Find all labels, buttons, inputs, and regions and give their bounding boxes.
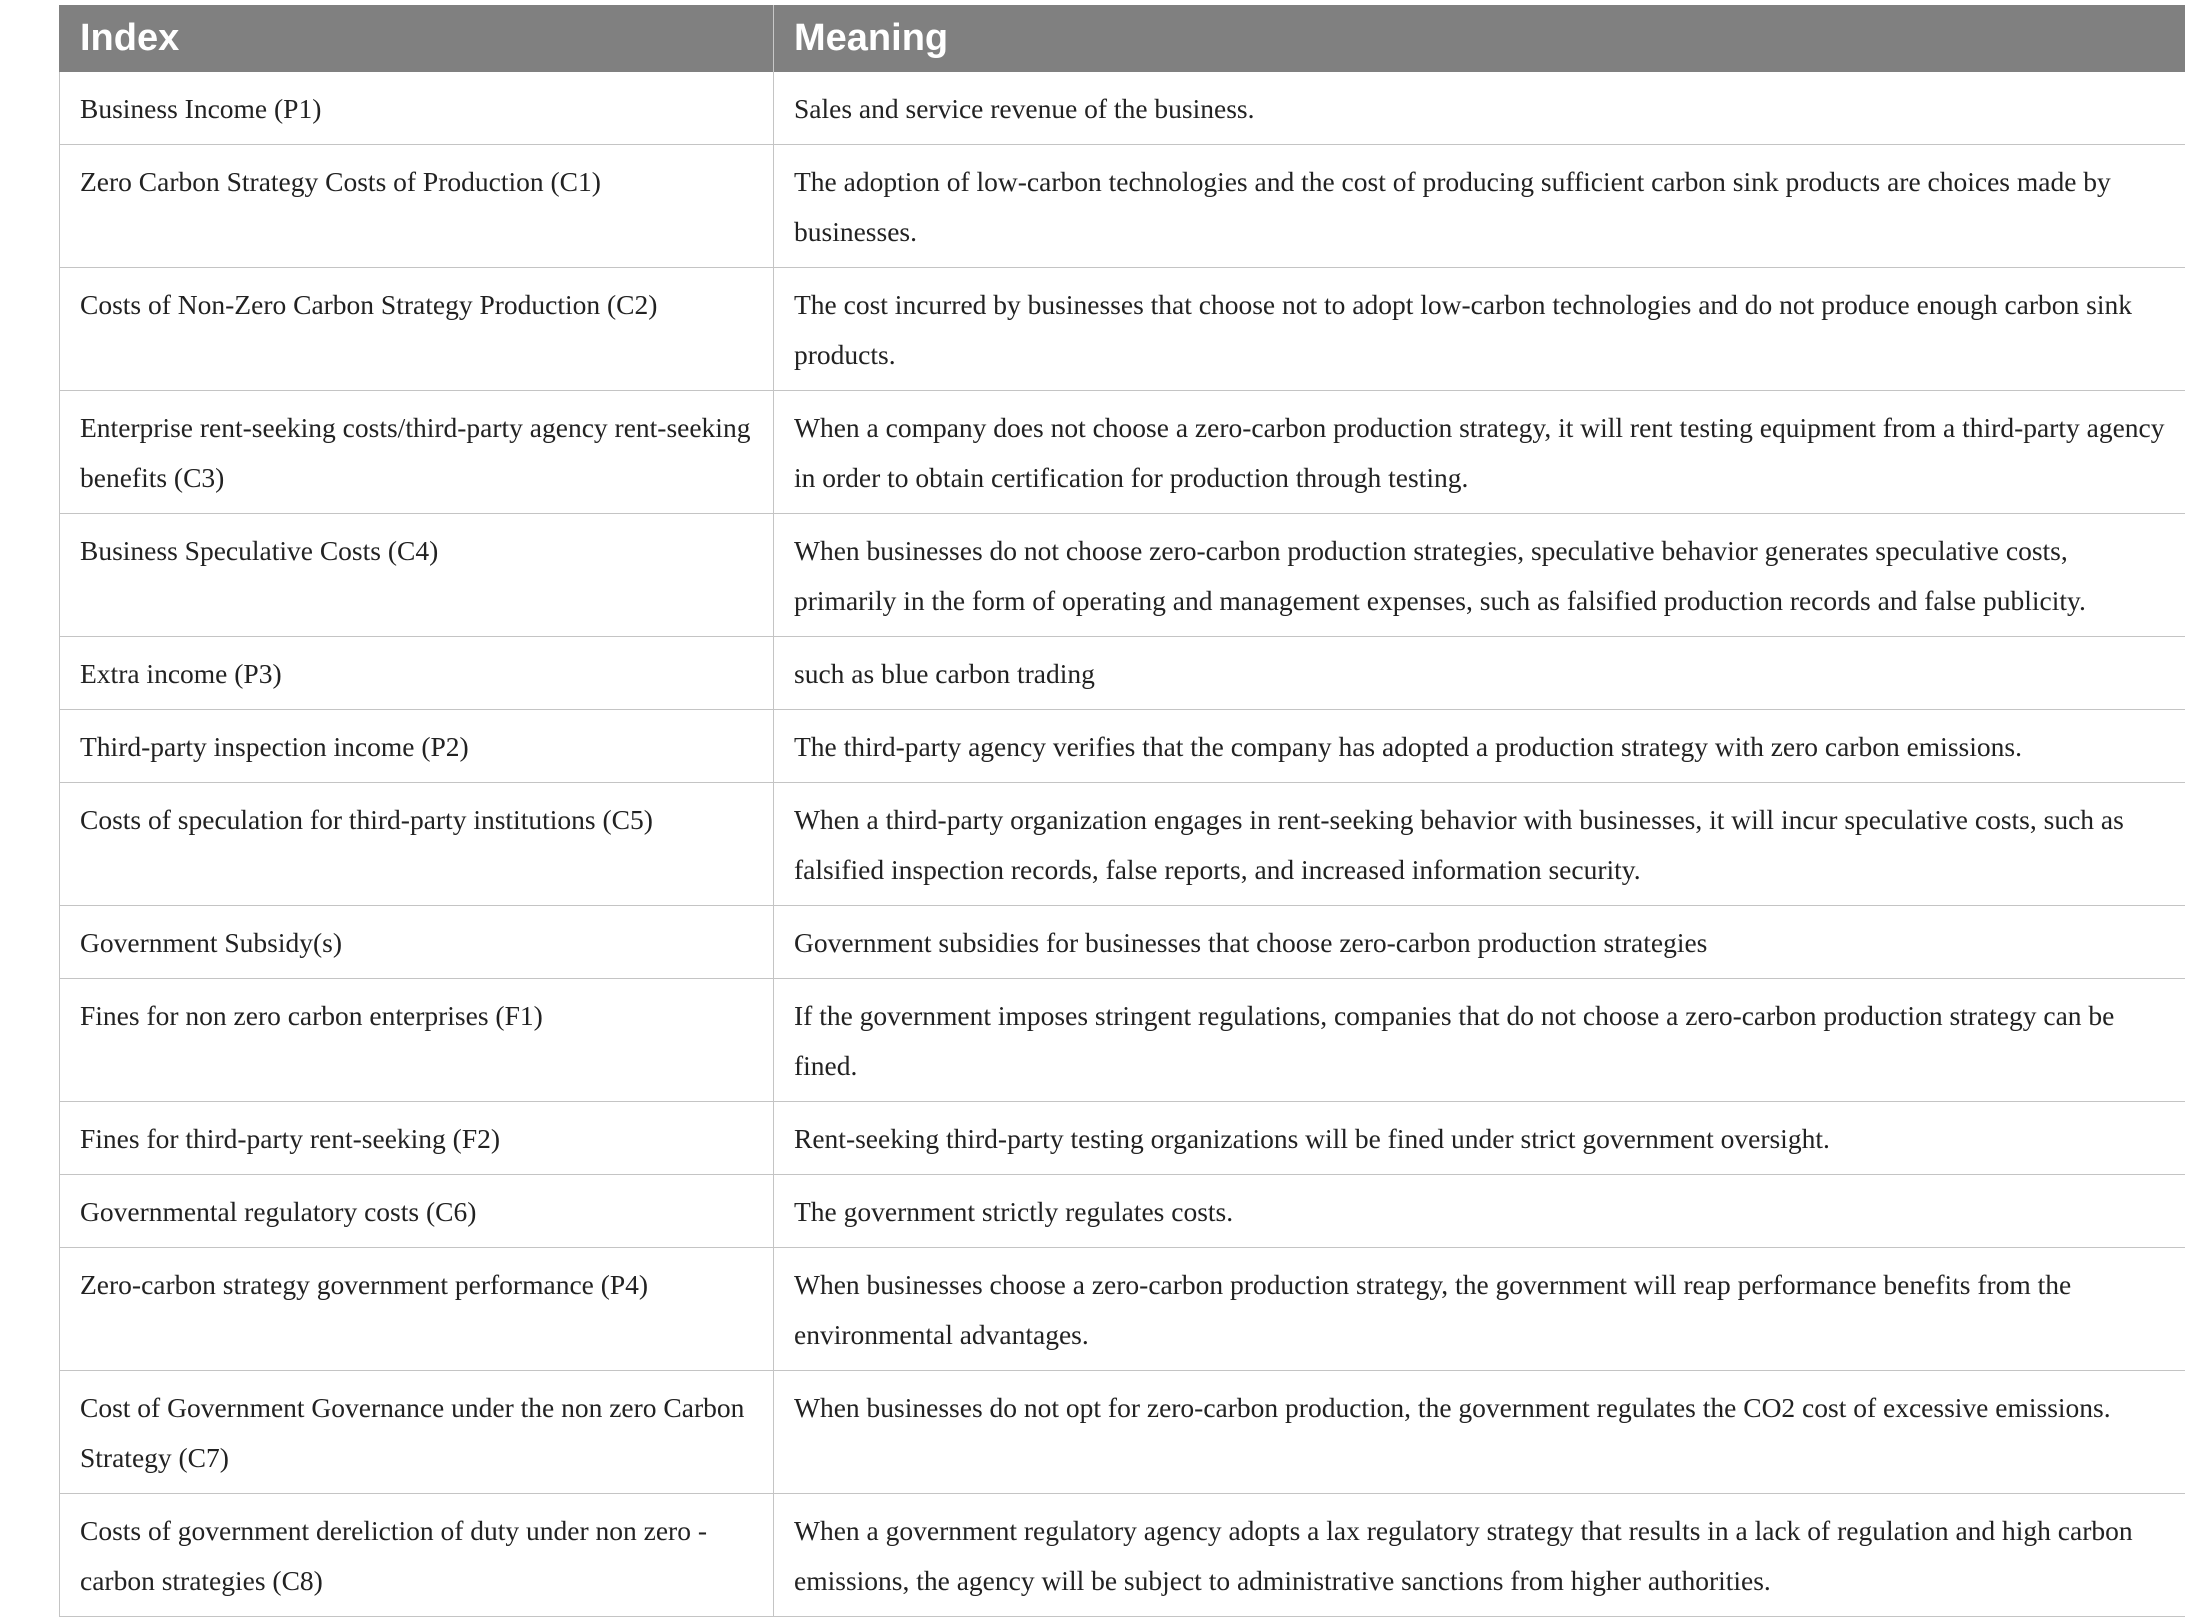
meaning-cell: When businesses choose a zero-carbon production strategy, the government will reap performance benefits from the environmental advantages. xyxy=(774,1248,2185,1371)
index-cell: Governmental regulatory costs (C6) xyxy=(60,1175,774,1248)
index-cell: Fines for third-party rent-seeking (F2) xyxy=(60,1102,774,1175)
meaning-cell: The cost incurred by businesses that choose not to adopt low-carbon technologies and do not produce enough carbon sink products. xyxy=(774,268,2185,391)
meaning-cell: When a company does not choose a zero-carbon production strategy, it will rent testing equipment from a third-party agency in order to obtain certification for production through testing. xyxy=(774,391,2185,514)
table-row xyxy=(60,145,2185,268)
table-row xyxy=(60,391,2185,514)
table-row xyxy=(60,783,2185,906)
meaning-cell: When businesses do not choose zero-carbon production strategies, speculative behavior generates speculative costs, primarily in the form of operating and management expenses, such as falsified production records and false publicity. xyxy=(774,514,2185,637)
index-cell: Enterprise rent-seeking costs/third-party agency rent-seeking benefits (C3) xyxy=(60,391,774,514)
index-cell: Costs of speculation for third-party institutions (C5) xyxy=(60,783,774,906)
table-row xyxy=(60,637,2185,710)
index-cell: Extra income (P3) xyxy=(60,637,774,710)
index-cell: Zero Carbon Strategy Costs of Production (C1) xyxy=(60,145,774,268)
table-row xyxy=(60,710,2185,783)
table-row xyxy=(60,1494,2185,1617)
table-row xyxy=(60,72,2185,145)
table-row xyxy=(60,1175,2185,1248)
table-row xyxy=(60,1102,2185,1175)
index-cell: Government Subsidy(s) xyxy=(60,906,774,979)
table-body xyxy=(60,72,2185,1617)
index-cell: Business Speculative Costs (C4) xyxy=(60,514,774,637)
header-index: Index xyxy=(60,5,774,72)
index-cell: Costs of government dereliction of duty under non zero -carbon strategies (C8) xyxy=(60,1494,774,1617)
index-cell: Costs of Non-Zero Carbon Strategy Production (C2) xyxy=(60,268,774,391)
index-cell: Business Income (P1) xyxy=(60,72,774,145)
table-header xyxy=(60,5,2185,72)
header-meaning: Meaning xyxy=(774,5,2185,72)
meaning-cell: The government strictly regulates costs. xyxy=(774,1175,2185,1248)
index-cell: Fines for non zero carbon enterprises (F1) xyxy=(60,979,774,1102)
meaning-cell: If the government imposes stringent regulations, companies that do not choose a zero-carbon production strategy can be fined. xyxy=(774,979,2185,1102)
table-row xyxy=(60,1371,2185,1494)
index-cell: Third-party inspection income (P2) xyxy=(60,710,774,783)
meaning-cell: When businesses do not opt for zero-carbon production, the government regulates the CO2 cost of excessive emissions. xyxy=(774,1371,2185,1494)
table-row xyxy=(60,1248,2185,1371)
index-cell: Cost of Government Governance under the non zero Carbon Strategy (C7) xyxy=(60,1371,774,1494)
meaning-cell: When a government regulatory agency adopts a lax regulatory strategy that results in a lack of regulation and high carbon emissions, the agency will be subject to administrative sanctions from higher authorities. xyxy=(774,1494,2185,1617)
table-row xyxy=(60,268,2185,391)
header-row xyxy=(60,5,2185,72)
table-row xyxy=(60,514,2185,637)
table-row xyxy=(60,906,2185,979)
meaning-cell: such as blue carbon trading xyxy=(774,637,2185,710)
meaning-cell: Rent-seeking third-party testing organizations will be fined under strict government oversight. xyxy=(774,1102,2185,1175)
index-meaning-table-container xyxy=(59,5,2185,1617)
table-row xyxy=(60,979,2185,1102)
meaning-cell: Sales and service revenue of the business. xyxy=(774,72,2185,145)
meaning-cell: The adoption of low-carbon technologies and the cost of producing sufficient carbon sink products are choices made by businesses. xyxy=(774,145,2185,268)
index-meaning-table xyxy=(59,5,2185,1617)
meaning-cell: When a third-party organization engages in rent-seeking behavior with businesses, it will incur speculative costs, such as falsified inspection records, false reports, and increased information security. xyxy=(774,783,2185,906)
meaning-cell: Government subsidies for businesses that choose zero-carbon production strategies xyxy=(774,906,2185,979)
meaning-cell: The third-party agency verifies that the company has adopted a production strategy with zero carbon emissions. xyxy=(774,710,2185,783)
index-cell: Zero-carbon strategy government performance (P4) xyxy=(60,1248,774,1371)
